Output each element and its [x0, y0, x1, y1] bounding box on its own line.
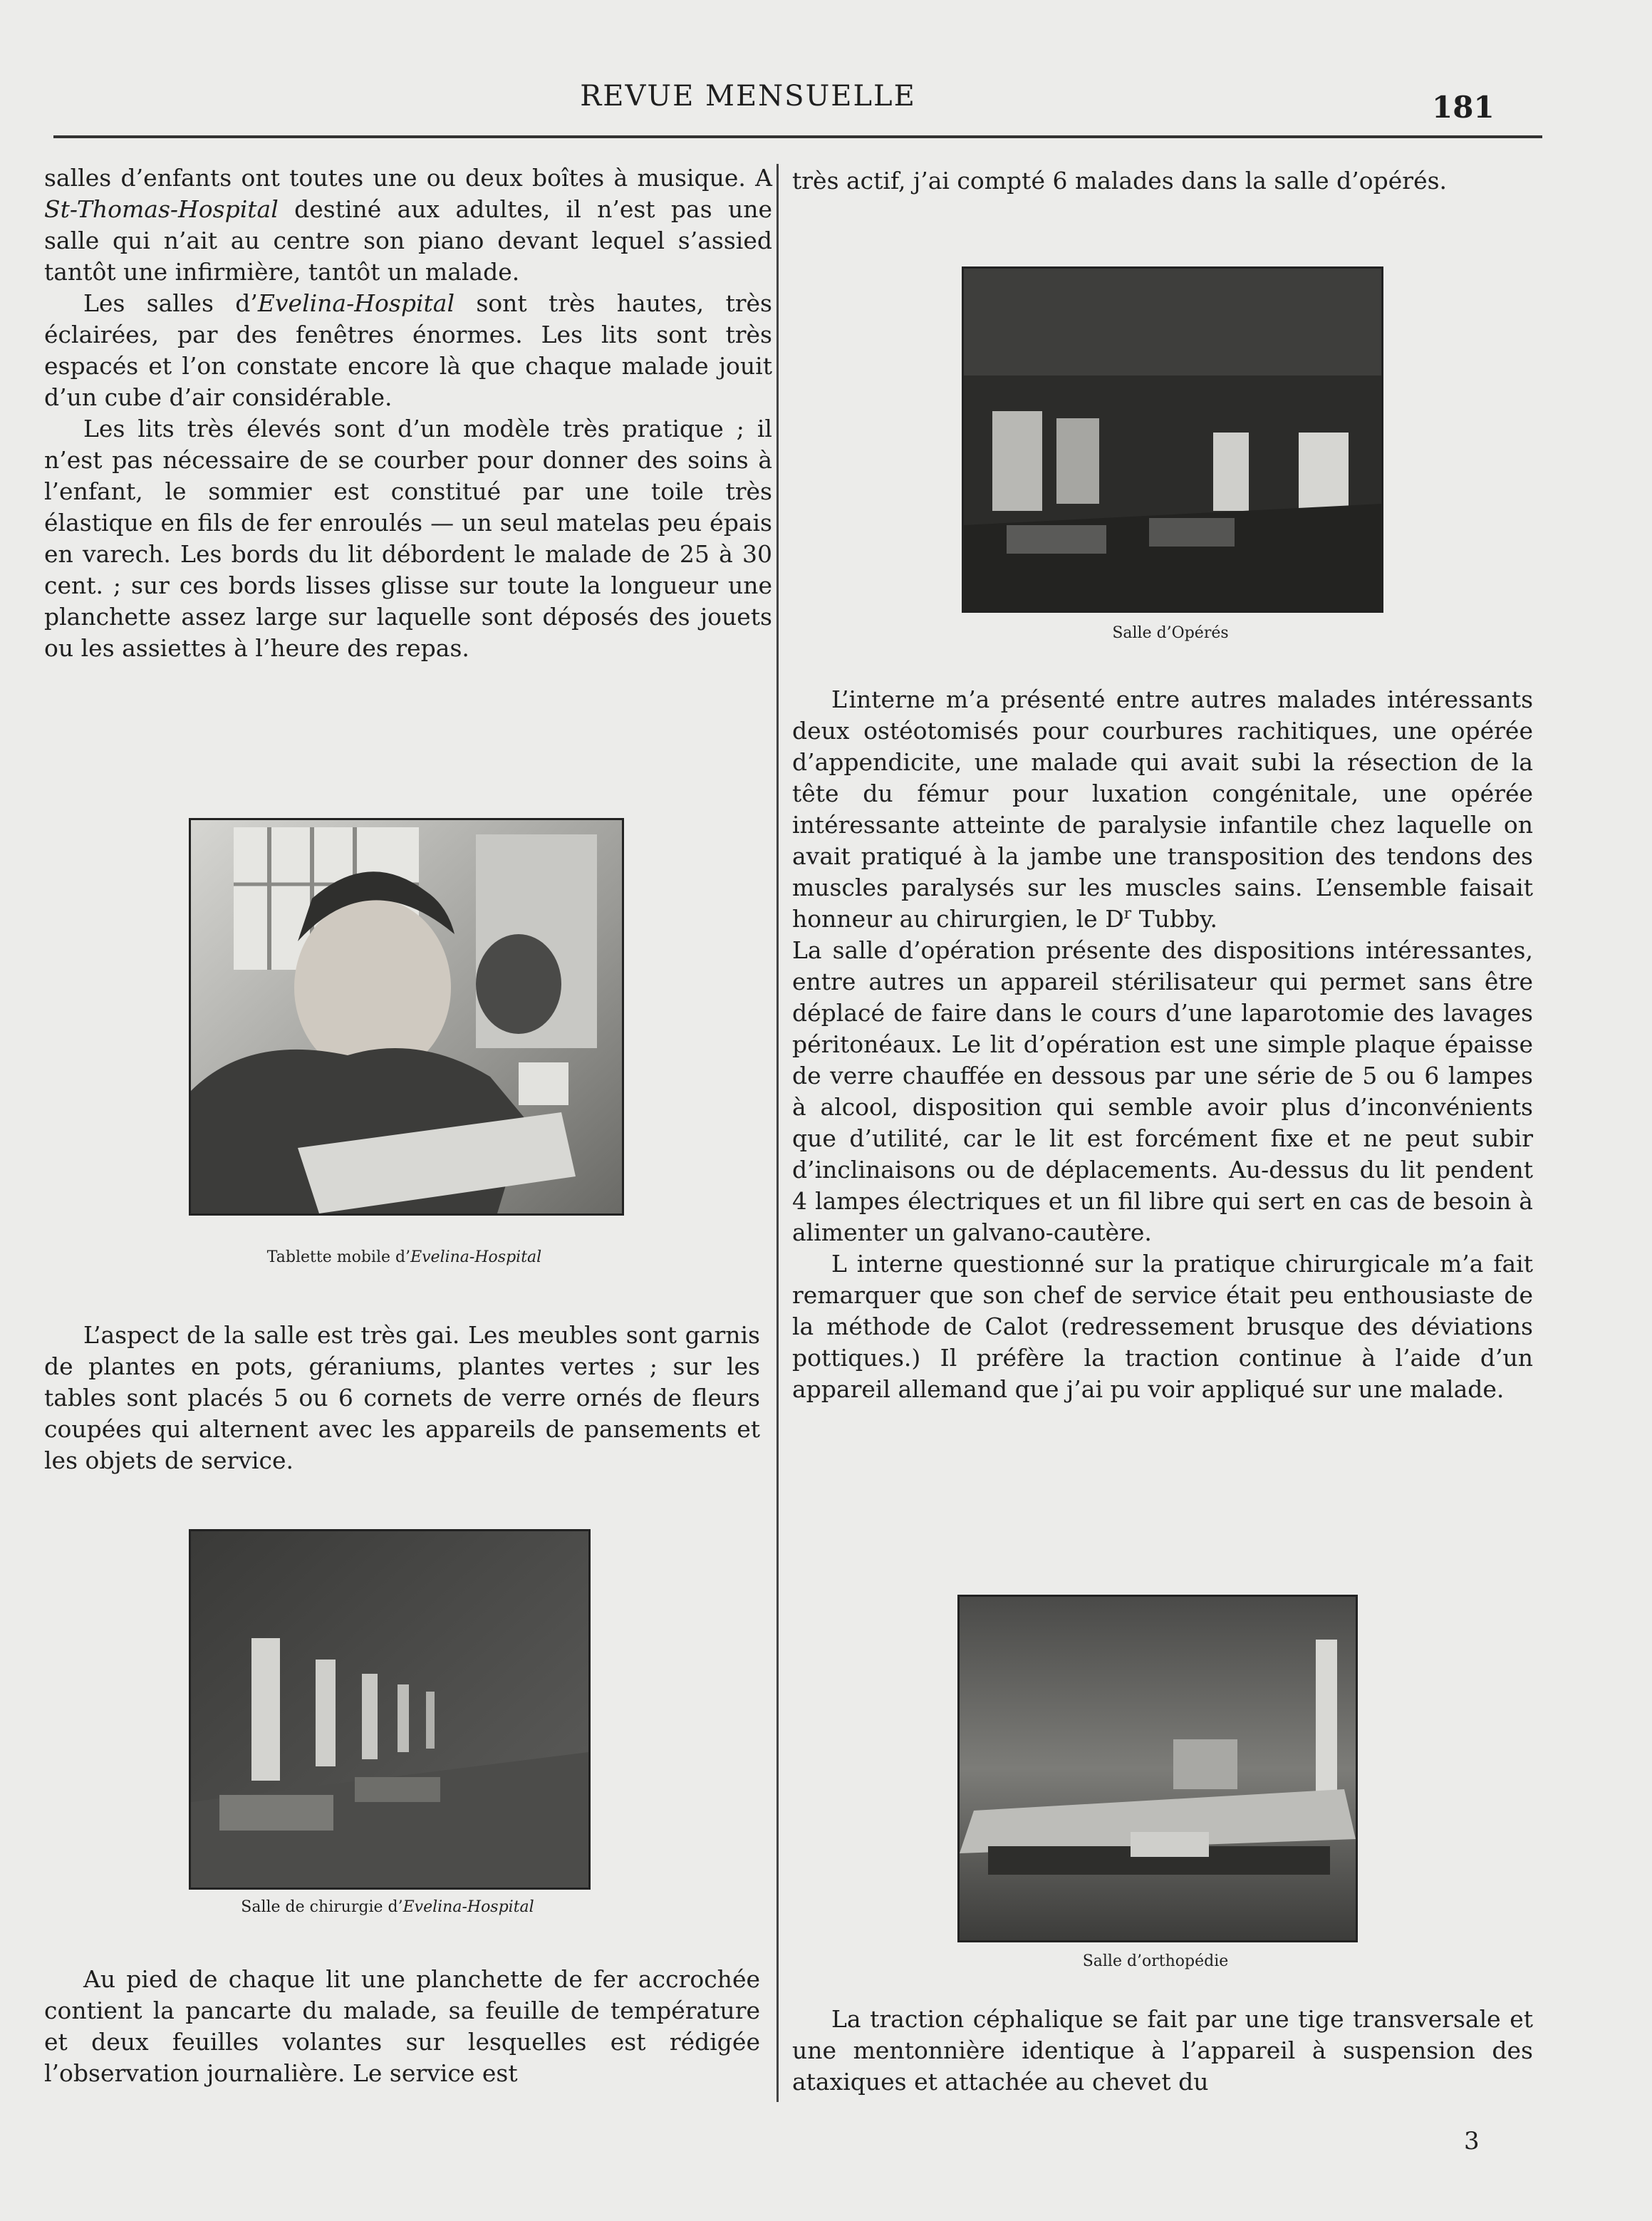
- signature-mark: 3: [1464, 2127, 1480, 2155]
- right-column-bottom: [792, 2004, 1533, 2098]
- caption-salle-chirurgie: Salle de chirurgie d’Evelina-Hospital: [241, 1898, 534, 1916]
- paragraph: La traction céphalique se fait par une tige transversale et une mentonnière identique à l’appareil à suspension des ataxiques et attachée au chevet du: [792, 2005, 1533, 2096]
- column-divider: [776, 164, 779, 2102]
- photo-tablette-mobile: [189, 818, 624, 1216]
- paragraph: très actif, j’ai compté 6 malades dans la salle d’opérés.: [792, 167, 1448, 195]
- page-number: 181: [1432, 90, 1495, 125]
- left-column-top: [44, 162, 772, 664]
- photo-salle-chirurgie: [189, 1529, 591, 1890]
- caption-salle-orthopedie: Salle d’orthopédie: [1082, 1952, 1229, 1970]
- right-column-top: [792, 165, 1543, 197]
- photo-salle-orthopedie: [957, 1595, 1358, 1942]
- paragraph: L’aspect de la salle est très gai. Les meubles sont garnis de plantes en pots, géraniums, plantes vertes ; sur les tables sont placés 5 ou 6 cornets de verre ornés de fleurs coupées qui alternent avec les appareils de pansements et les objets de service.: [44, 1321, 760, 1474]
- photo-image: [191, 1531, 588, 1888]
- paragraph: L interne questionné sur la pratique chirurgicale m’a fait remarquer que son chef de service était peu enthousiaste de la méthode de Calot (redressement brusque des déviations pottiques.) Il préfère la traction continue à l’aide d’un appareil allemand que j’ai pu voir appliqué sur une malade.: [792, 1250, 1533, 1403]
- caption-salle-operes: Salle d’Opérés: [1112, 624, 1229, 642]
- paragraph: Au pied de chaque lit une planchette de fer accrochée contient la pancarte du malade, sa feuille de température et deux feuilles volantes sur lesquelles est rédigée l’observation journalière. Le service est: [44, 1965, 760, 2087]
- running-head: REVUE MENSUELLE: [580, 80, 916, 113]
- hospital-name: St-Thomas-Hospital: [44, 195, 279, 223]
- caption-tablette-mobile: Tablette mobile d’Evelina-Hospital: [266, 1248, 542, 1266]
- paragraph: Les salles d’Evelina-Hospital sont très hautes, très éclairées, par des fenêtres énormes. Les lits sont très espacés et l’on constate encore là que chaque malade jouit d’un cube d’air considérable.: [44, 289, 772, 411]
- photo-image: [964, 269, 1381, 611]
- photo-image: [960, 1597, 1356, 1940]
- left-column-middle: [44, 1320, 760, 1476]
- hospital-name: Evelina-Hospital: [257, 289, 455, 317]
- photo-salle-operes: [962, 266, 1383, 613]
- paragraph: Les lits très élevés sont d’un modèle très pratique ; il n’est pas nécessaire de se courber pour donner des soins à l’enfant, le sommier est constitué par une toile très élastique en fils de fer enroulés — un seul matelas peu épais en varech. Les bords du lit débordent le malade de 25 à 30 cent. ; sur ces bords lisses glisse sur toute la longueur une planchette assez large sur laquelle sont déposés des jouets ou les assiettes à l’heure des repas.: [44, 415, 772, 662]
- right-column-main: [792, 684, 1533, 1405]
- left-column-bottom: [44, 1964, 760, 2089]
- photo-image: [191, 820, 622, 1213]
- header-rule: [53, 135, 1542, 138]
- paragraph: salles d’enfants ont toutes une ou deux boîtes à musique. A St-Thomas-Hospital destiné aux adultes, il n’est pas une salle qui n’ait au centre son piano devant lequel s’assied tantôt une infirmière, tantôt un malade.: [44, 164, 772, 286]
- paragraph: La salle d’opération présente des dispositions intéressantes, entre autres un appareil stérilisateur qui permet sans être déplacé de faire dans le cours d’une laparotomie des lavages péritonéaux. Le lit d’opération est une simple plaque épaisse de verre chauffée en dessous par une série de 5 ou 6 lampes à alcool, disposition qui semble avoir plus d’inconvénients que d’utilité, car le lit est forcément fixe et ne peut subir d’inclinaisons ou de déplacements. Au-dessus du lit pendent 4 lampes électriques et un fil libre qui sert en cas de besoin à alimenter un galvano-cautère.: [792, 936, 1533, 1246]
- paragraph: L’interne m’a présenté entre autres malades intéressants deux ostéotomisés pour courbures rachitiques, une opérée d’appendicite, une malade qui avait subi la résection de la tête du fémur pour luxation congénitale, une opérée intéressante atteinte de paralysie infantile chez laquelle on avait pratiqué à la jambe une transposition des tendons des muscles paralysés sur les muscles sains. L’ensemble faisait honneur au chirurgien, le $D^r$ Tubby.: [792, 685, 1533, 933]
